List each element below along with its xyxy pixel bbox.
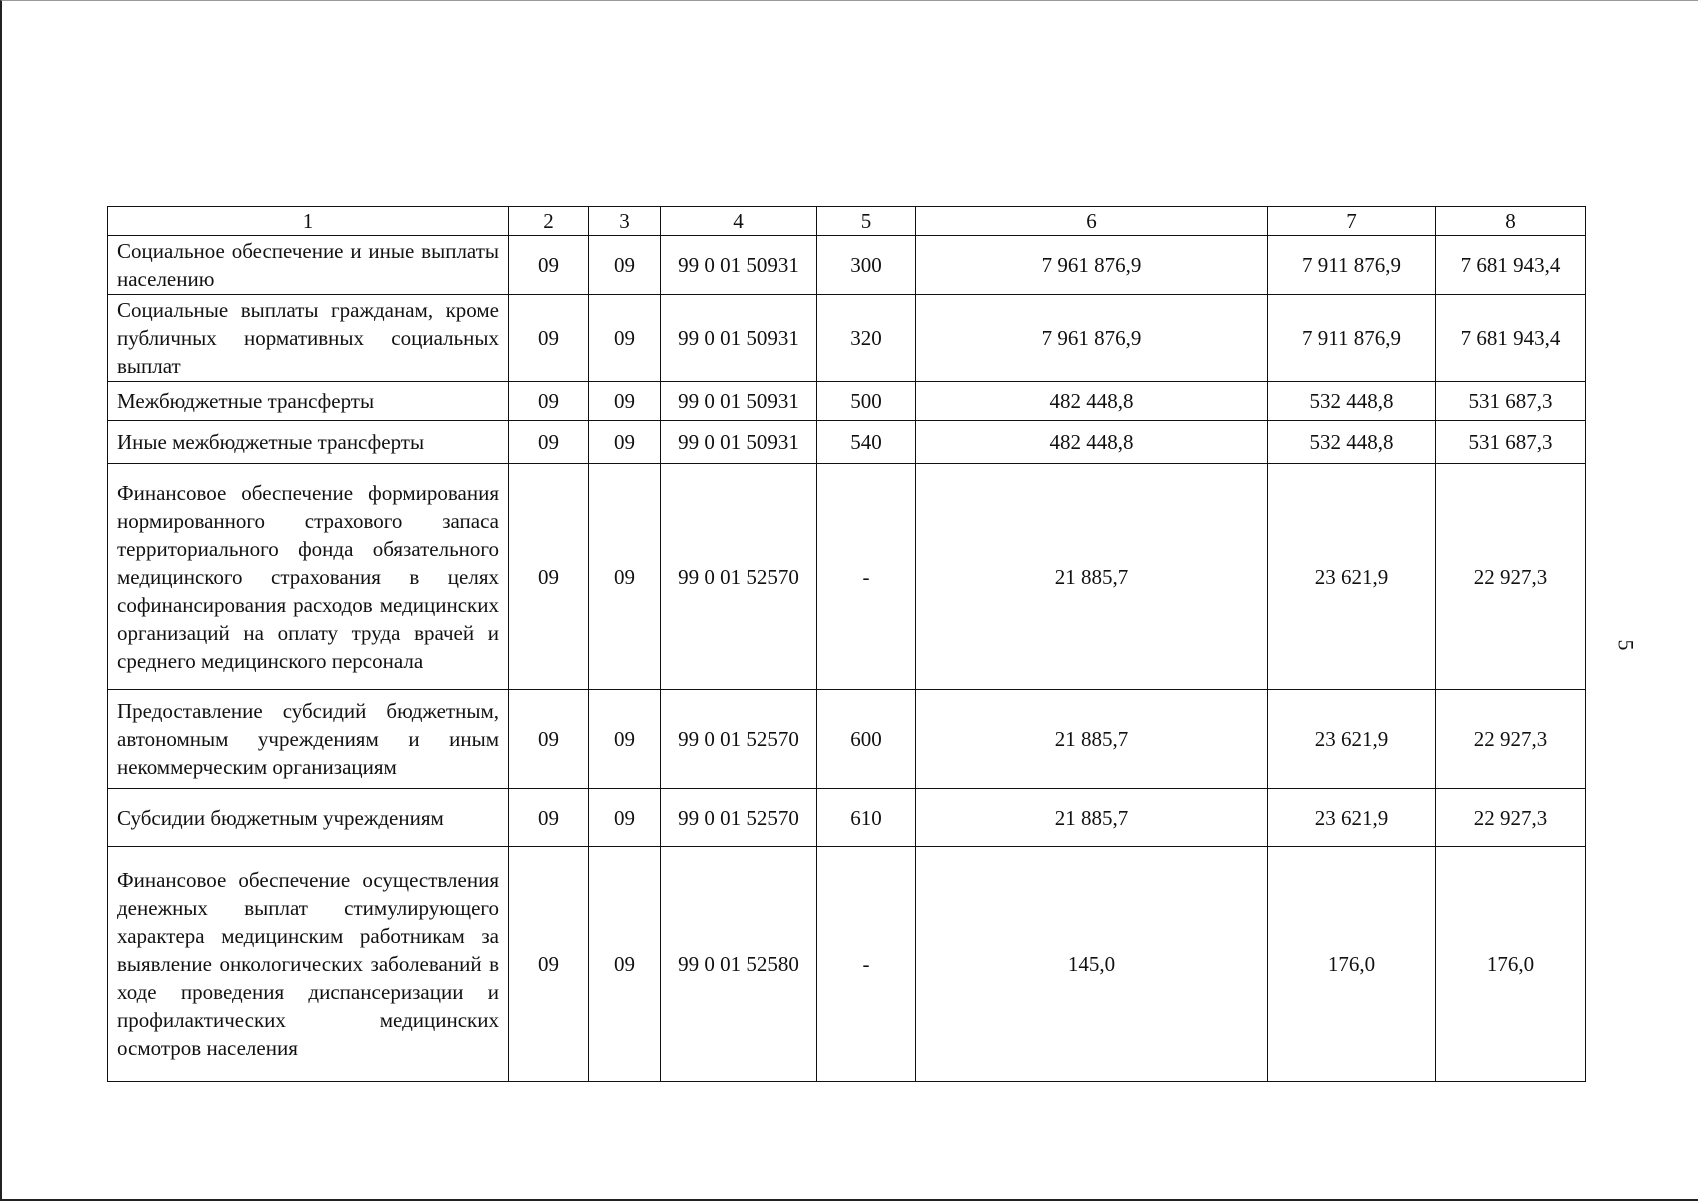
section-code: 09 xyxy=(509,464,589,690)
amount-col7: 23 621,9 xyxy=(1268,690,1436,789)
table-row xyxy=(108,295,1586,382)
amount-col8: 176,0 xyxy=(1436,847,1586,1082)
table-row xyxy=(108,789,1586,847)
row-description: Предоставление субсидий бюджетным, автономным учреждениям и иным некоммерческим организациям xyxy=(108,690,509,789)
amount-col6: 482 448,8 xyxy=(916,421,1268,464)
amount-col6: 482 448,8 xyxy=(916,382,1268,421)
section-code: 09 xyxy=(509,382,589,421)
section-code: 09 xyxy=(509,789,589,847)
header-cell: 1 xyxy=(108,207,509,236)
header-cell: 6 xyxy=(916,207,1268,236)
target-article-code: 99 0 01 52570 xyxy=(661,690,817,789)
target-article-code: 99 0 01 50931 xyxy=(661,421,817,464)
amount-col7: 176,0 xyxy=(1268,847,1436,1082)
amount-col8: 531 687,3 xyxy=(1436,382,1586,421)
header-cell: 7 xyxy=(1268,207,1436,236)
section-code: 09 xyxy=(509,847,589,1082)
amount-col8: 22 927,3 xyxy=(1436,690,1586,789)
table-row xyxy=(108,382,1586,421)
table-row xyxy=(108,236,1586,295)
amount-col7: 532 448,8 xyxy=(1268,421,1436,464)
amount-col7: 532 448,8 xyxy=(1268,382,1436,421)
table-header-row xyxy=(108,207,1586,236)
expense-type-code: 600 xyxy=(817,690,916,789)
amount-col6: 145,0 xyxy=(916,847,1268,1082)
expense-type-code: 320 xyxy=(817,295,916,382)
expense-type-code: 300 xyxy=(817,236,916,295)
table-row xyxy=(108,421,1586,464)
row-description: Социальное обеспечение и иные выплаты населению xyxy=(108,236,509,295)
target-article-code: 99 0 01 52570 xyxy=(661,789,817,847)
header-cell: 5 xyxy=(817,207,916,236)
budget-table xyxy=(107,206,1586,1082)
target-article-code: 99 0 01 52570 xyxy=(661,464,817,690)
expense-type-code: 500 xyxy=(817,382,916,421)
header-cell: 2 xyxy=(509,207,589,236)
section-code: 09 xyxy=(509,236,589,295)
amount-col6: 7 961 876,9 xyxy=(916,295,1268,382)
target-article-code: 99 0 01 52580 xyxy=(661,847,817,1082)
amount-col8: 22 927,3 xyxy=(1436,464,1586,690)
expense-type-code: - xyxy=(817,464,916,690)
row-description: Субсидии бюджетным учреждениям xyxy=(108,789,509,847)
row-description: Социальные выплаты гражданам, кроме публичных нормативных социальных выплат xyxy=(108,295,509,382)
header-cell: 3 xyxy=(589,207,661,236)
section-code: 09 xyxy=(509,295,589,382)
subsection-code: 09 xyxy=(589,421,661,464)
amount-col6: 7 961 876,9 xyxy=(916,236,1268,295)
row-description: Иные межбюджетные трансферты xyxy=(108,421,509,464)
row-description: Межбюджетные трансферты xyxy=(108,382,509,421)
subsection-code: 09 xyxy=(589,690,661,789)
amount-col8: 7 681 943,4 xyxy=(1436,236,1586,295)
amount-col7: 23 621,9 xyxy=(1268,464,1436,690)
subsection-code: 09 xyxy=(589,847,661,1082)
amount-col6: 21 885,7 xyxy=(916,464,1268,690)
subsection-code: 09 xyxy=(589,295,661,382)
amount-col8: 7 681 943,4 xyxy=(1436,295,1586,382)
subsection-code: 09 xyxy=(589,236,661,295)
expense-type-code: - xyxy=(817,847,916,1082)
section-code: 09 xyxy=(509,690,589,789)
section-code: 09 xyxy=(509,421,589,464)
row-description: Финансовое обеспечение формирования нормированного страхового запаса территориального фонда обязательного медицинского страхования в целях софинансирования расходов медицинских организаций на оплату труда врачей и среднего медицинского персонала xyxy=(108,464,509,690)
amount-col7: 7 911 876,9 xyxy=(1268,295,1436,382)
target-article-code: 99 0 01 50931 xyxy=(661,382,817,421)
amount-col8: 531 687,3 xyxy=(1436,421,1586,464)
amount-col6: 21 885,7 xyxy=(916,789,1268,847)
amount-col7: 23 621,9 xyxy=(1268,789,1436,847)
subsection-code: 09 xyxy=(589,382,661,421)
row-description: Финансовое обеспечение осуществления денежных выплат стимулирующего характера медицинским работникам за выявление онкологических заболеваний в ходе проведения диспансеризации и профилактических медицинских осмотров населения xyxy=(108,847,509,1082)
amount-col6: 21 885,7 xyxy=(916,690,1268,789)
subsection-code: 09 xyxy=(589,464,661,690)
table-row xyxy=(108,464,1586,690)
amount-col8: 22 927,3 xyxy=(1436,789,1586,847)
expense-type-code: 610 xyxy=(817,789,916,847)
amount-col7: 7 911 876,9 xyxy=(1268,236,1436,295)
table-row xyxy=(108,847,1586,1082)
table-row xyxy=(108,690,1586,789)
subsection-code: 09 xyxy=(589,789,661,847)
target-article-code: 99 0 01 50931 xyxy=(661,295,817,382)
header-cell: 8 xyxy=(1436,207,1586,236)
page-number: 5 xyxy=(1613,639,1639,651)
header-cell: 4 xyxy=(661,207,817,236)
target-article-code: 99 0 01 50931 xyxy=(661,236,817,295)
expense-type-code: 540 xyxy=(817,421,916,464)
